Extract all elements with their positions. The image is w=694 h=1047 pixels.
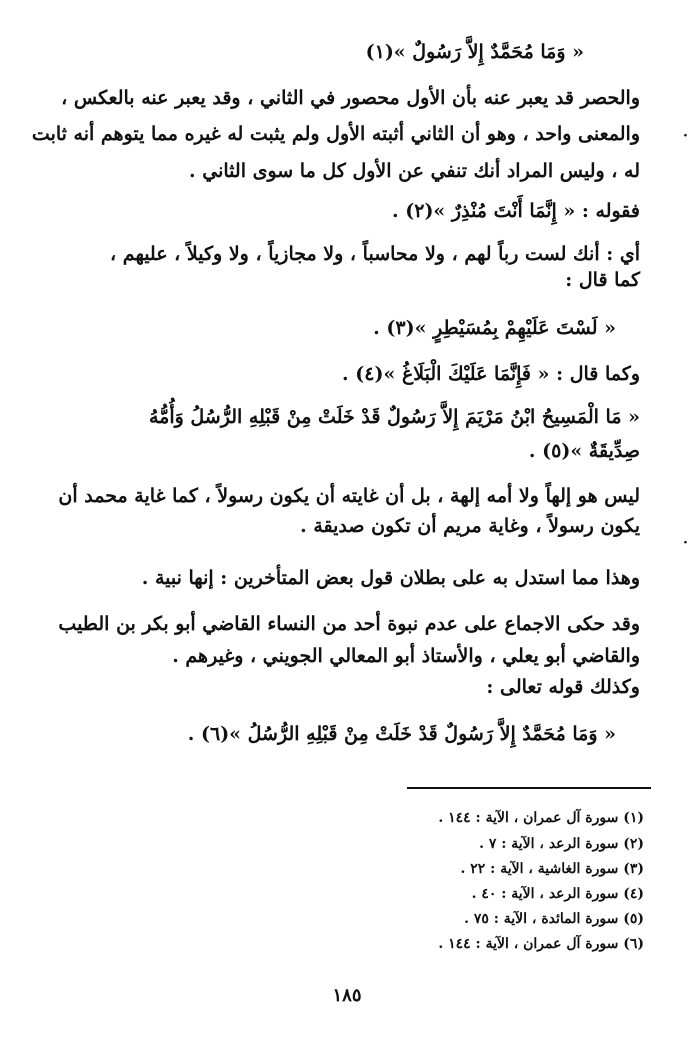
footnote-item: (٥) سورة المائدة ، الآية : ٧٥ . (464, 911, 644, 927)
footnote-item: (٣) سورة الغاشية ، الآية : ٢٢ . (460, 861, 644, 877)
paragraph-line: كما قال : (565, 269, 640, 291)
paragraph-line: يكون رسولاً ، وغاية مريم أن تكون صديقة . (300, 515, 640, 537)
paragraph-line: والحصر قد يعبر عنه بأن الأول محصور في الثاني ، وقد يعبر عنه بالعكس ، (61, 87, 640, 109)
footnote-item: (٢) سورة الرعد ، الآية : ٧ . (479, 836, 644, 852)
footnote-item: (٦) سورة آل عمران ، الآية : ١٤٤ . (438, 936, 644, 952)
paragraph-line: أي : أنك لست رباً لهم ، ولا محاسباً ، ولا مجازياً ، ولا وكيلاً ، عليهم ، (110, 243, 640, 265)
margin-mark: · (683, 535, 688, 551)
footnote-item: (٤) سورة الرعد ، الآية : ٤٠ . (471, 886, 644, 902)
quran-quote-5: « مَا الْمَسِيحُ ابْنُ مَرْيَمَ إِلاَّ رَسُولٌ قَدْ خَلَتْ مِنْ قَبْلِهِ الرُّسُلُ وَأُمُّهُ (148, 406, 640, 428)
paragraph-line: والمعنى واحد ، وهو أن الثاني أثبته الأول ولم يثبت له غيره مما يتوهم أنه ثابت (31, 123, 640, 145)
footnote-item: (١) سورة آل عمران ، الآية : ١٤٤ . (438, 810, 644, 826)
margin-mark: · (683, 128, 688, 144)
quran-quote-3: « لَسْتَ عَلَيْهِمْ بِمُسَيْطِرٍ »(٣) . (373, 317, 616, 339)
paragraph-line: وكما قال : « فَإِنَّمَا عَلَيْكَ الْبَلَاغُ »(٤) . (342, 363, 640, 385)
quran-quote-6: « وَمَا مُحَمَّدٌ إِلاَّ رَسُولٌ قَدْ خَلَتْ مِنْ قَبْلِهِ الرُّسُلُ »(٦) . (187, 723, 616, 745)
quran-quote-5-cont: صِدِّيقَةٌ »(٥) . (528, 440, 640, 462)
paragraph-line: وكذلك قوله تعالى : (486, 676, 640, 698)
paragraph-line: وقد حكى الاجماع على عدم نبوة أحد من النساء القاضي أبو بكر بن الطيب (58, 613, 640, 635)
footnote-divider (407, 787, 651, 789)
paragraph-line: فقوله : « إِنَّمَا أَنْتَ مُنْذِرٌ »(٢) . (391, 200, 640, 222)
page-number: ١٨٥ (332, 985, 362, 1006)
paragraph-line: له ، وليس المراد أنك تنفي عن الأول كل ما سوى الثاني . (189, 160, 640, 182)
paragraph-line: ليس هو إلهاً ولا أمه إلهة ، بل أن غايته أن يكون رسولاً ، كما غاية محمد أن (58, 485, 640, 507)
paragraph-line: وهذا مما استدل به على بطلان قول بعض المتأخرين : إنها نبية . (141, 567, 640, 589)
quran-quote-1: « وَمَا مُحَمَّدٌ إِلاَّ رَسُولٌ »(١) (365, 41, 584, 63)
paragraph-line: والقاضي أبو يعلي ، والأستاذ أبو المعالي الجويني ، وغيرهم . (172, 645, 640, 667)
